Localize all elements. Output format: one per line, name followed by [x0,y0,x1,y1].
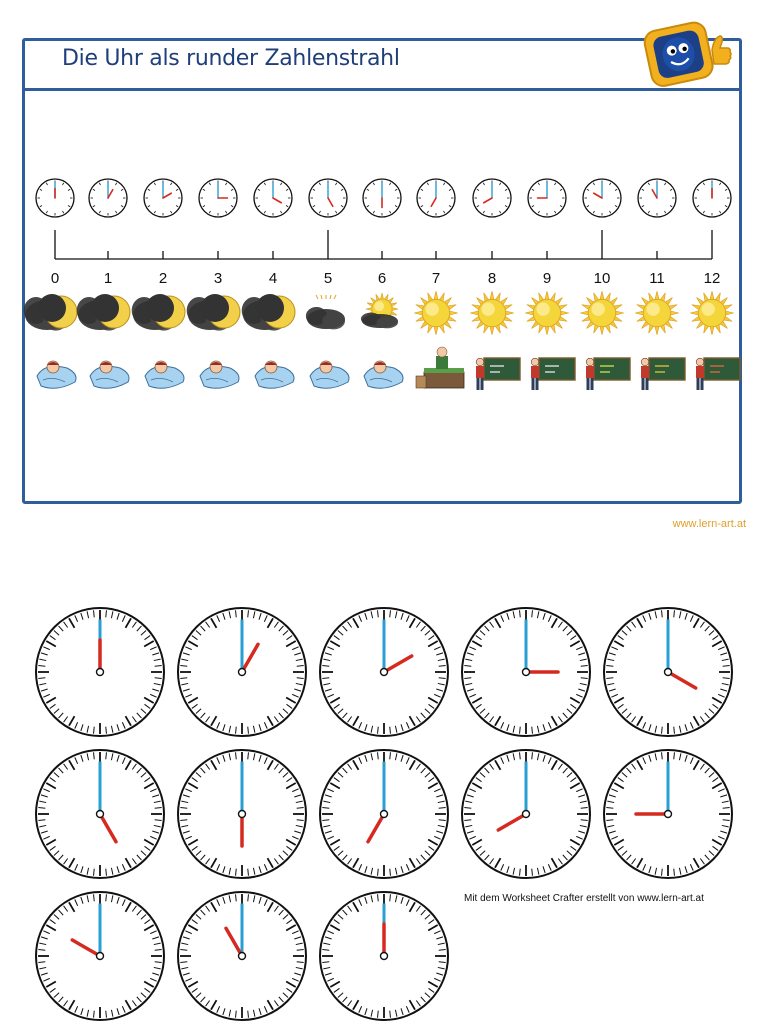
worksheet-clock [36,608,164,736]
number-label: 11 [649,270,665,287]
number-label: 8 [487,270,497,287]
number-label: 10 [593,270,611,287]
worksheet-clock [320,608,448,736]
number-label: 3 [213,270,223,287]
website-link[interactable]: www.lern-art.at [672,518,746,530]
number-label: 2 [158,270,168,287]
worksheet-clock [604,608,732,736]
credit-text: Mit dem Worksheet Crafter erstellt von www.lern-art.at [464,893,704,904]
worksheet-clock [178,892,306,1020]
worksheet-clock [36,892,164,1020]
worksheet-clock [178,750,306,878]
worksheet-clock [178,608,306,736]
number-label: 7 [431,270,441,287]
worksheet-clock [320,750,448,878]
number-label: 12 [703,270,721,287]
worksheet-clock [462,750,590,878]
worksheet-clock [462,608,590,736]
number-label: 6 [377,270,387,287]
number-label: 9 [542,270,552,287]
worksheet-clock [320,892,448,1020]
number-label: 0 [50,270,60,287]
worksheet-clock [36,750,164,878]
number-label: 5 [323,270,333,287]
worksheet-clock [604,750,732,878]
number-label: 1 [103,270,113,287]
number-label: 4 [268,270,278,287]
page-title: Die Uhr als runder Zahlenstrahl [62,46,400,71]
